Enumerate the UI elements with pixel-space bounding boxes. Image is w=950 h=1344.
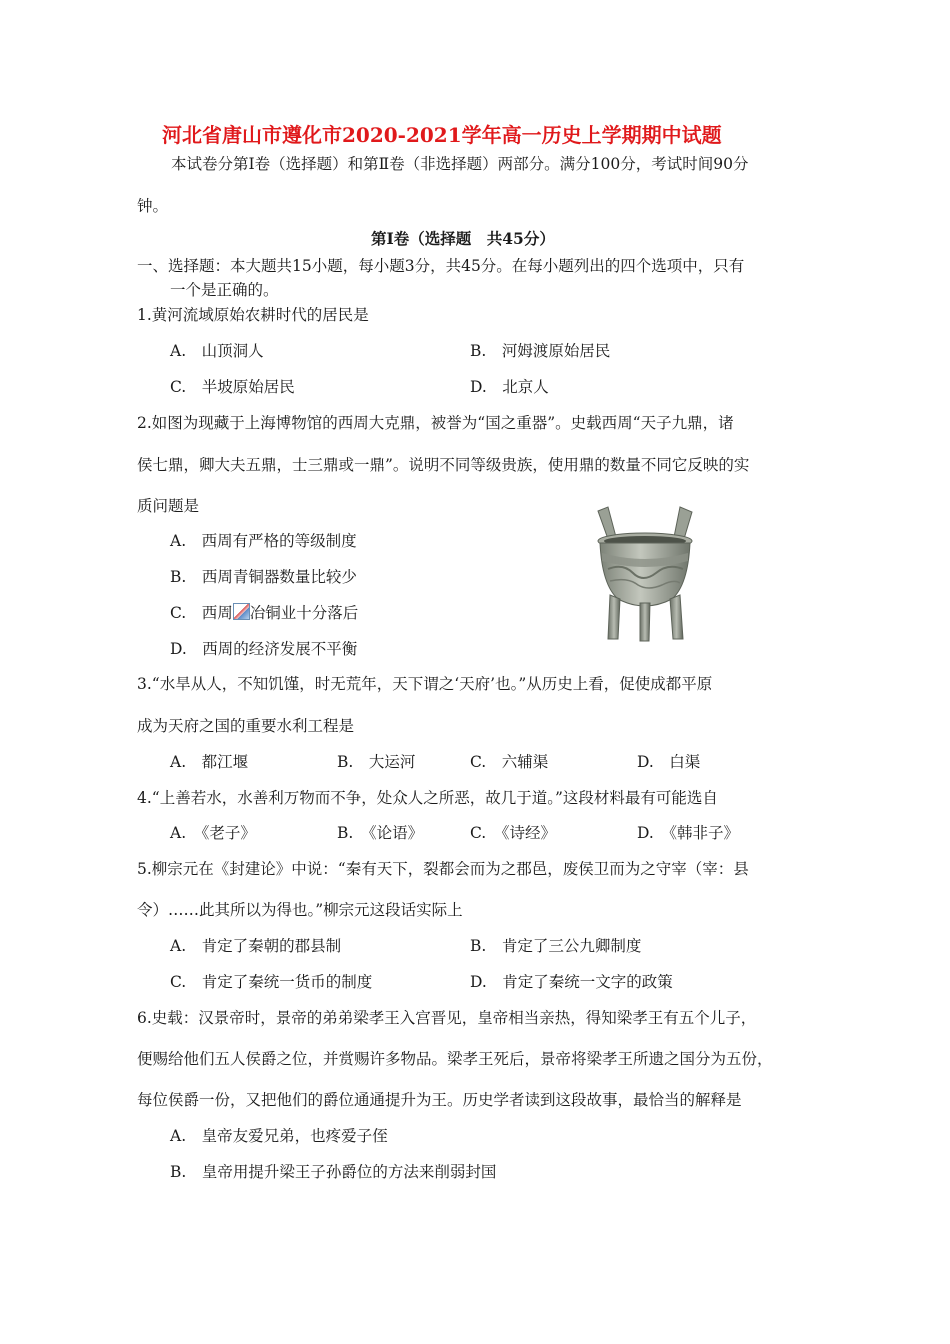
option-a[interactable]: A. 皇帝友爱兄弟，也疼爱子侄 (170, 1127, 388, 1145)
option-a[interactable]: A. 《老子》 (170, 824, 256, 842)
option-c[interactable] (170, 603, 358, 623)
option-d[interactable]: D. 北京人 (470, 378, 549, 396)
question-stem: 1.黄河流域原始农耕时代的居民是 (137, 306, 369, 324)
option-b[interactable]: B. 《论语》 (337, 824, 424, 842)
question-stem: 便赐给他们五人侯爵之位，并赏赐许多物品。梁孝王死后，景帝将梁孝王所遗之国分为五份， (137, 1050, 773, 1068)
question-stem: 质问题是 (137, 497, 200, 515)
option-c[interactable]: C. 肯定了秦统一货币的制度 (170, 973, 373, 991)
option-d[interactable]: D. 西周的经济发展不平衡 (170, 640, 358, 658)
question-stem: 令）……此其所以为得也。”柳宗元这段话实际上 (137, 901, 463, 919)
question-stem: 6.史载：汉景帝时，景帝的弟弟梁孝王入宫晋见，皇帝相当亲热，得知梁孝王有五个儿子， (137, 1009, 757, 1027)
option-b[interactable]: B. 肯定了三公九卿制度 (470, 937, 642, 955)
option-a[interactable]: A. 都江堰 (170, 753, 249, 771)
option-d[interactable]: D. 《韩非子》 (637, 824, 740, 842)
option-c[interactable]: C. 《诗经》 (470, 824, 556, 842)
question-stem: 2.如图为现藏于上海博物馆的西周大克鼎，被誉为“国之重器”。史载西周“天子九鼎，诸 (137, 414, 734, 432)
broken-image-icon (233, 603, 250, 620)
intro-line: 本试卷分第Ⅰ卷（选择题）和第Ⅱ卷（非选择题）两部分。满分100分，考试时间90分 (171, 155, 749, 173)
section-heading: 第Ⅰ卷（选择题 共45分） (371, 229, 555, 248)
question-stem: 侯七鼎，卿大夫五鼎，士三鼎或一鼎”。说明不同等级贵族，使用鼎的数量不同它反映的实 (137, 456, 750, 474)
option-c[interactable]: C. 六辅渠 (470, 753, 549, 771)
option-c-text-rest: 冶铜业十分落后 (249, 604, 359, 622)
option-d[interactable]: D. 白渠 (637, 753, 701, 771)
bronze-ding-image (588, 503, 703, 643)
instructions-line: 一、选择题：本大题共15小题，每小题3分，共45分。在每小题列出的四个选项中，只有 (137, 257, 745, 275)
instructions-line: 一个是正确的。 (170, 281, 279, 299)
question-stem: 成为天府之国的重要水利工程是 (137, 717, 355, 735)
question-stem: 3.“水旱从人，不知饥馑，时无荒年，天下谓之‘天府’也。”从历史上看，促使成都平原 (137, 675, 713, 693)
option-c[interactable]: C. 半坡原始居民 (170, 378, 295, 396)
option-b[interactable]: B. 河姆渡原始居民 (470, 342, 611, 360)
option-b[interactable]: B. 西周青铜器数量比较少 (170, 568, 357, 586)
question-stem: 4.“上善若水，水善利万物而不争，处众人之所恶，故几于道。”这段材料最有可能选自 (137, 789, 718, 807)
option-a[interactable]: A. 山顶洞人 (170, 342, 264, 360)
option-a[interactable]: A. 西周有严格的等级制度 (170, 532, 357, 550)
option-d[interactable]: D. 肯定了秦统一文字的政策 (470, 973, 673, 991)
option-a[interactable]: A. 肯定了秦朝的郡县制 (170, 937, 342, 955)
question-stem: 每位侯爵一份，又把他们的爵位通通提升为王。历史学者读到这段故事，最恰当的解释是 (137, 1091, 742, 1109)
option-b[interactable]: B. 皇帝用提升梁王子孙爵位的方法来削弱封国 (170, 1163, 497, 1181)
page-title: 河北省唐山市遵化市2020-2021学年高一历史上学期期中试题 (162, 123, 722, 147)
option-b[interactable]: B. 大运河 (337, 753, 416, 771)
option-c-text: C. 西周 (170, 604, 233, 622)
question-stem: 5.柳宗元在《封建论》中说：“秦有天下，裂都会而为之郡邑，废侯卫而为之守宰（宰：县 (137, 860, 749, 878)
intro-line: 钟。 (137, 197, 169, 215)
